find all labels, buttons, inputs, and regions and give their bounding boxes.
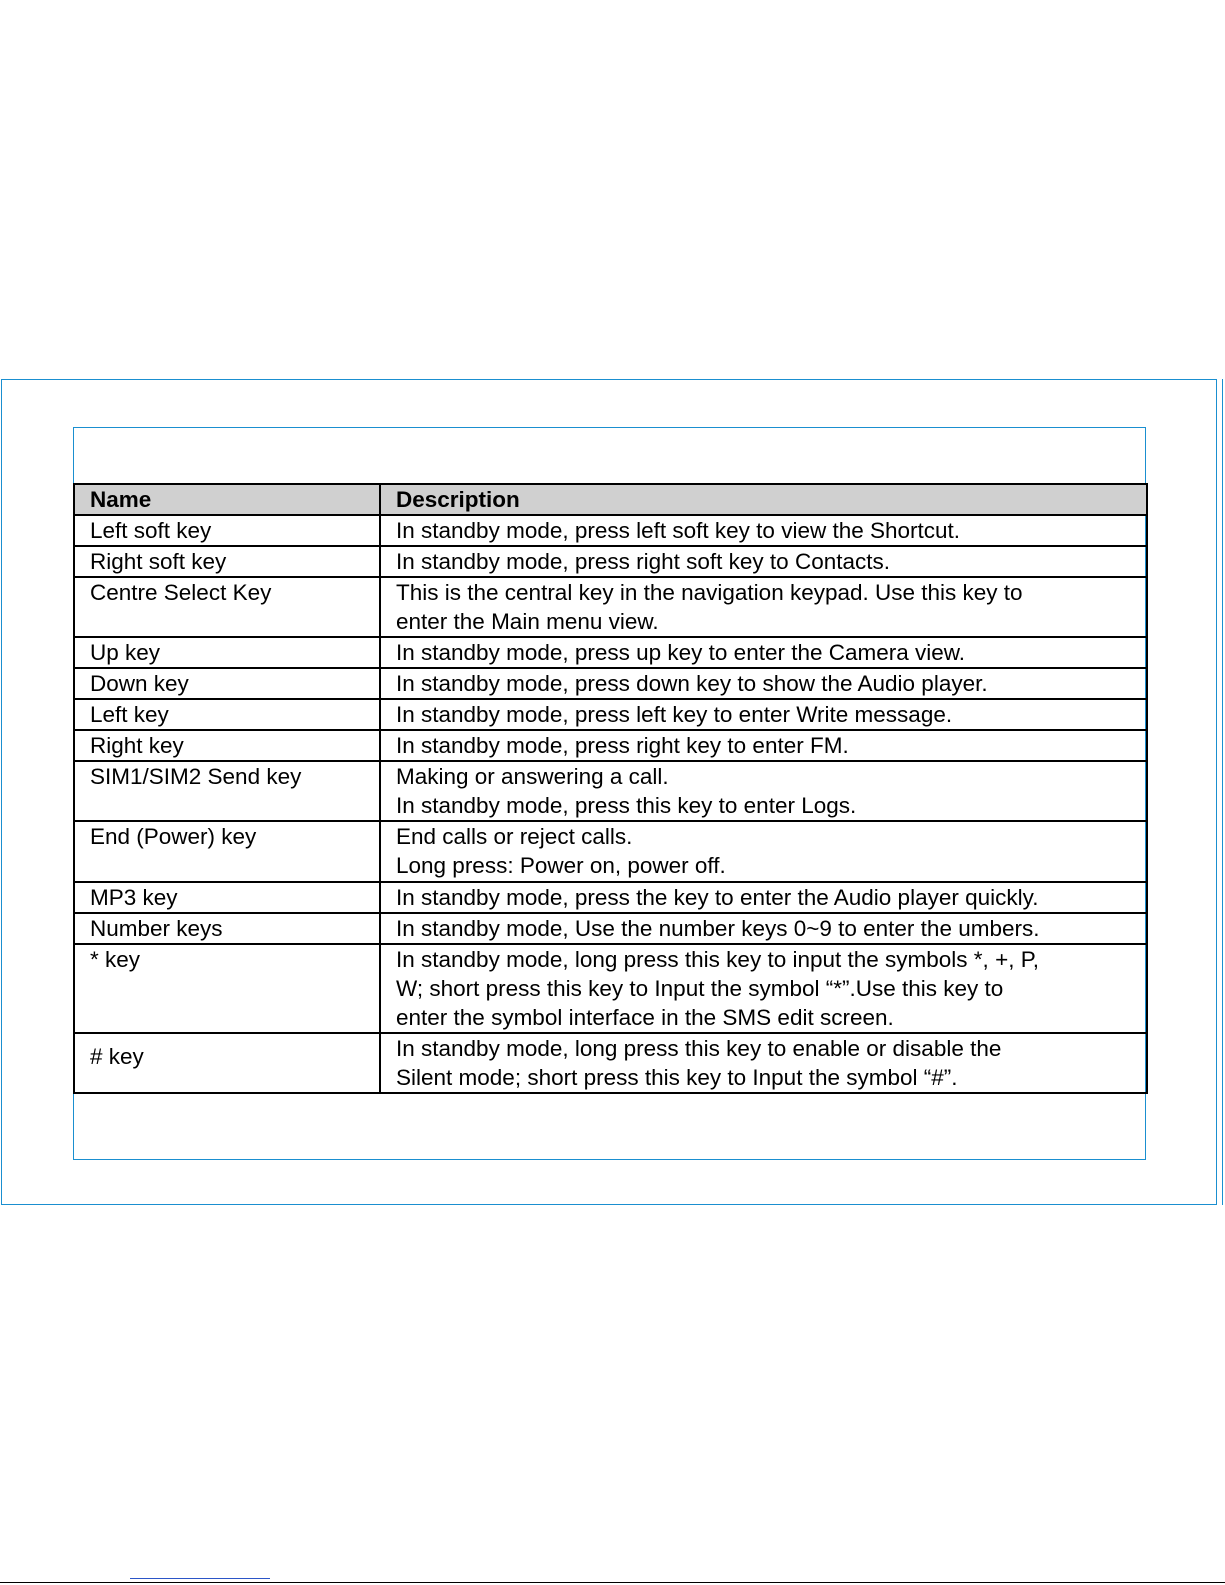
key-name: Right soft key (74, 546, 380, 577)
key-description (380, 761, 1147, 821)
table-row (74, 668, 1147, 699)
key-name: MP3 key (74, 882, 380, 913)
header-description: Description (380, 484, 1147, 515)
key-description (380, 668, 1147, 699)
key-description (380, 730, 1147, 761)
key-description (380, 699, 1147, 730)
key-description-text: In standby mode, Use the number keys 0~9 to enter the umbers. (396, 916, 1040, 941)
bottom-rule (0, 1582, 1225, 1583)
footer-link-underline (130, 1578, 270, 1579)
key-name: End (Power) key (74, 821, 380, 882)
key-name: Right key (74, 730, 380, 761)
key-description-text: End calls or reject calls. Long press: Power on, power off. (396, 824, 726, 878)
header-name: Name (74, 484, 380, 515)
right-edge-line (1222, 379, 1223, 1205)
key-description (380, 577, 1147, 637)
table-row (74, 546, 1147, 577)
key-description (380, 637, 1147, 668)
key-description-text: Making or answering a call. In standby mode, press this key to enter Logs. (396, 764, 857, 818)
key-description-text: This is the central key in the navigation keypad. Use this key to enter the Main menu view. (396, 580, 1023, 634)
table-row (74, 944, 1147, 1033)
key-description-text: In standby mode, press down key to show the Audio player. (396, 671, 988, 696)
key-name: # key (74, 1033, 380, 1093)
key-description-text: In standby mode, press right soft key to Contacts. (396, 549, 890, 574)
key-description (380, 515, 1147, 546)
table-row (74, 637, 1147, 668)
table-row (74, 913, 1147, 944)
key-description (380, 882, 1147, 913)
key-description-text: In standby mode, press left key to enter Write message. (396, 702, 953, 727)
table-row (74, 882, 1147, 913)
key-name: SIM1/SIM2 Send key (74, 761, 380, 821)
key-description-table (73, 483, 1148, 1094)
key-description (380, 1033, 1147, 1093)
key-description-text: In standby mode, long press this key to input the symbols *, +, P, W; short press this key to Input the symbol “*”.Use this key to enter the symbol interface in the SMS edit screen. (396, 947, 1040, 1030)
table-row (74, 577, 1147, 637)
table-row (74, 699, 1147, 730)
table-row (74, 821, 1147, 882)
key-description (380, 546, 1147, 577)
key-name: Down key (74, 668, 380, 699)
table-row (74, 730, 1147, 761)
table-row (74, 515, 1147, 546)
table-row (74, 761, 1147, 821)
key-description-text: In standby mode, press left soft key to view the Shortcut. (396, 518, 961, 543)
key-description-text: In standby mode, press the key to enter the Audio player quickly. (396, 885, 1039, 910)
key-description (380, 821, 1147, 882)
key-description-text: In standby mode, long press this key to enable or disable the Silent mode; short press this key to Input the symbol “#”. (396, 1036, 1002, 1090)
key-name: Up key (74, 637, 380, 668)
key-description-text: In standby mode, press right key to enter FM. (396, 733, 849, 758)
key-name: Centre Select Key (74, 577, 380, 637)
table-header-row (74, 484, 1147, 515)
key-name: Left soft key (74, 515, 380, 546)
key-name: * key (74, 944, 380, 1033)
key-description-text: In standby mode, press up key to enter the Camera view. (396, 640, 966, 665)
key-name: Left key (74, 699, 380, 730)
key-description (380, 913, 1147, 944)
table-row (74, 1033, 1147, 1093)
key-description (380, 944, 1147, 1033)
key-name: Number keys (74, 913, 380, 944)
